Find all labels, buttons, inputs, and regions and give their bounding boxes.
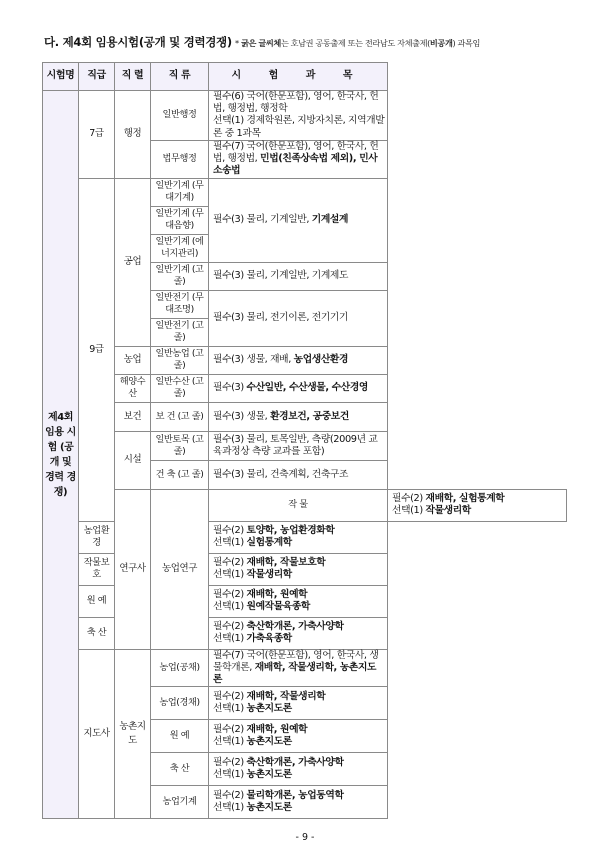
class-cell: 일반기계 (에너지관리) bbox=[151, 234, 209, 262]
table-row bbox=[43, 91, 567, 141]
grade-cell: 연구사 bbox=[115, 489, 151, 649]
subject-cell: 필수(3) 물리, 토목일반, 측량(2009년 교육과정상 측량 교과를 포함) bbox=[209, 431, 388, 460]
subject-cell: 필수(3) 수산일반, 수산생물, 수산경영 bbox=[209, 374, 388, 402]
table-row bbox=[43, 374, 567, 402]
series-cell: 공업 bbox=[115, 178, 151, 346]
class-cell: 농업환경 bbox=[79, 521, 115, 553]
table-header-row bbox=[43, 63, 567, 91]
class-cell: 일반전기 (고 졸) bbox=[151, 318, 209, 346]
col-class: 직 류 bbox=[151, 63, 209, 91]
section-note: * 굵은 글씨체는 호남권 공동출제 또는 전라남도 자체출제(비공개) 과목임 bbox=[235, 38, 480, 48]
subject-cell: 필수(2) 축산학개론, 가축사양학 선택(1) 농촌지도론 bbox=[209, 753, 388, 786]
grade-cell: 지도사 bbox=[79, 649, 115, 819]
class-cell: 축 산 bbox=[79, 617, 115, 649]
subject-cell: 필수(3) 물리, 기계일반, 기계설계 bbox=[209, 178, 388, 262]
grade-cell: 7급 bbox=[79, 91, 115, 179]
subject-cell: 필수(7) 국어(한문포함), 영어, 한국사, 헌법, 행정법, 민법(친족상속법 제외), 민사소송법 bbox=[209, 140, 388, 178]
class-cell: 일반토목 (고 졸) bbox=[151, 431, 209, 460]
subject-cell: 필수(3) 물리, 건축계획, 건축구조 bbox=[209, 460, 388, 489]
class-cell: 법무행정 bbox=[151, 140, 209, 178]
series-cell: 행정 bbox=[115, 91, 151, 179]
table-row bbox=[43, 431, 567, 460]
col-subjects: 시 험 과 목 bbox=[209, 63, 388, 91]
class-cell: 축 산 bbox=[151, 753, 209, 786]
subject-cell: 필수(2) 축산학개론, 가축사양학 선택(1) 가축육종학 bbox=[209, 617, 388, 649]
grade-cell: 9급 bbox=[79, 178, 115, 521]
col-exam-name: 시험명 bbox=[43, 63, 79, 91]
series-cell: 보건 bbox=[115, 402, 151, 431]
col-grade: 직급 bbox=[79, 63, 115, 91]
class-cell: 일반행정 bbox=[151, 91, 209, 141]
subject-cell: 필수(2) 재배학, 원예학 선택(1) 원예작물육종학 bbox=[209, 585, 388, 617]
section-title: 다. 제4회 임용시험(공개 및 경력경쟁) bbox=[44, 35, 232, 49]
subject-cell: 필수(2) 재배학, 작물보호학 선택(1) 작물생리학 bbox=[209, 553, 388, 585]
table-row bbox=[43, 489, 567, 521]
table-row bbox=[43, 649, 567, 687]
series-cell: 시설 bbox=[115, 431, 151, 489]
class-cell: 작물보호 bbox=[79, 553, 115, 585]
series-cell: 농업 bbox=[115, 346, 151, 374]
series-cell: 농촌지도 bbox=[115, 649, 151, 819]
class-cell: 작 물 bbox=[209, 489, 388, 521]
table-row bbox=[43, 178, 567, 206]
series-cell: 농업연구 bbox=[151, 489, 209, 649]
subject-cell: 필수(2) 재배학, 작물생리학 선택(1) 농촌지도론 bbox=[209, 687, 388, 720]
class-cell: 원 예 bbox=[79, 585, 115, 617]
class-cell: 일반기계 (무대기계) bbox=[151, 178, 209, 206]
exam-name-cell: 제4회 임용 시험 (공개 및 경력 경쟁) bbox=[43, 91, 79, 819]
subject-cell: 필수(2) 재배학, 실험통계학 선택(1) 작물생리학 bbox=[388, 489, 567, 521]
class-cell: 원 예 bbox=[151, 720, 209, 753]
subject-cell: 필수(3) 생물, 환경보건, 공중보건 bbox=[209, 402, 388, 431]
page-number: - 9 - bbox=[295, 832, 315, 843]
subject-cell: 필수(2) 물리학개론, 농업동역학 선택(1) 농촌지도론 bbox=[209, 786, 388, 819]
series-cell: 해양수산 bbox=[115, 374, 151, 402]
subject-cell: 필수(3) 물리, 전기이론, 전기기기 bbox=[209, 290, 388, 346]
class-cell: 건 축 (고 졸) bbox=[151, 460, 209, 489]
subject-cell: 필수(2) 토양학, 농업환경화학 선택(1) 실험통계학 bbox=[209, 521, 388, 553]
subject-cell: 필수(3) 생물, 재배, 농업생산환경 bbox=[209, 346, 388, 374]
class-cell: 농업(경채) bbox=[151, 687, 209, 720]
class-cell: 일반수산 (고 졸) bbox=[151, 374, 209, 402]
subject-cell: 필수(6) 국어(한문포함), 영어, 한국사, 헌법, 행정법, 행정학 선택(1) 경제학원론, 지방자치론, 지역개발론 중 1과목 bbox=[209, 91, 388, 141]
class-cell: 일반기계 (무대음향) bbox=[151, 206, 209, 234]
class-cell: 보 건 (고 졸) bbox=[151, 402, 209, 431]
class-cell: 농업(공채) bbox=[151, 649, 209, 687]
subject-cell: 필수(3) 물리, 기계일반, 기계제도 bbox=[209, 262, 388, 290]
class-cell: 일반기계 (고 졸) bbox=[151, 262, 209, 290]
subject-cell: 필수(2) 재배학, 원예학 선택(1) 농촌지도론 bbox=[209, 720, 388, 753]
table-row bbox=[43, 402, 567, 431]
exam-subject-table bbox=[42, 62, 567, 819]
class-cell: 일반농업 (고 졸) bbox=[151, 346, 209, 374]
class-cell: 일반전기 (무대조명) bbox=[151, 290, 209, 318]
table-row bbox=[43, 346, 567, 374]
col-series: 직 렬 bbox=[115, 63, 151, 91]
section-heading bbox=[44, 34, 584, 50]
class-cell: 농업기계 bbox=[151, 786, 209, 819]
subject-cell: 필수(7) 국어(한문포함), 영어, 한국사, 생물학개론, 재배학, 작물생리학, 농촌지도론 bbox=[209, 649, 388, 687]
